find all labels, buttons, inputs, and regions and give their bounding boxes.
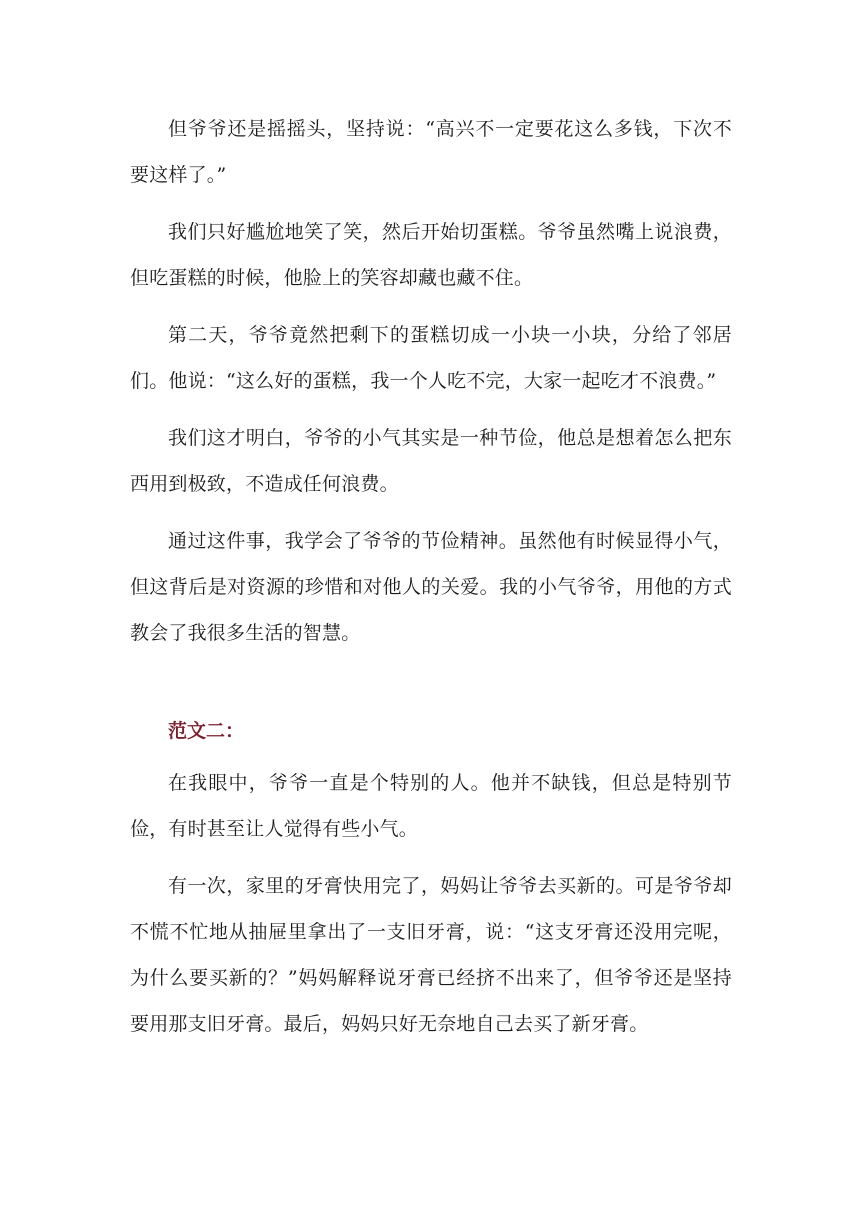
paragraph: 通过这件事，我学会了爷爷的节俭精神。虽然他有时候显得小气，但这背后是对资源的珍惜和对他人的关爱。我的小气爷爷，用他的方式教会了我很多生活的智慧。 (130, 530, 732, 644)
paragraph: 第二天，爷爷竟然把剩下的蛋糕切成一小块一小块，分给了邻居们。他说：“这么好的蛋糕，我一个人吃不完，大家一起吃才不浪费。” (130, 324, 732, 392)
paragraph: 有一次，家里的牙膏快用完了，妈妈让爷爷去买新的。可是爷爷却不慌不忙地从抽屉里拿出了一支旧牙膏，说：“这支牙膏还没用完呢，为什么要买新的？”妈妈解释说牙膏已经挤不出来了，但爷爷还是坚持要用那支旧牙膏。最后，妈妈只好无奈地自己去买了新牙膏。 (130, 875, 732, 1035)
paragraph: 我们只好尴尬地笑了笑，然后开始切蛋糕。爷爷虽然嘴上说浪费，但吃蛋糕的时候，他脸上的笑容却藏也藏不住。 (130, 221, 732, 289)
paragraph: 在我眼中，爷爷一直是个特别的人。他并不缺钱，但总是特别节俭，有时甚至让人觉得有些小气。 (130, 772, 732, 840)
document-body (130, 106, 732, 1058)
paragraph: 我们这才明白，爷爷的小气其实是一种节俭，他总是想着怎么把东西用到极致，不造成任何浪费。 (130, 427, 732, 495)
section-heading: 范文二： (168, 720, 245, 742)
paragraph: 但爷爷还是摇摇头，坚持说：“高兴不一定要花这么多钱，下次不要这样了。” (130, 118, 732, 186)
